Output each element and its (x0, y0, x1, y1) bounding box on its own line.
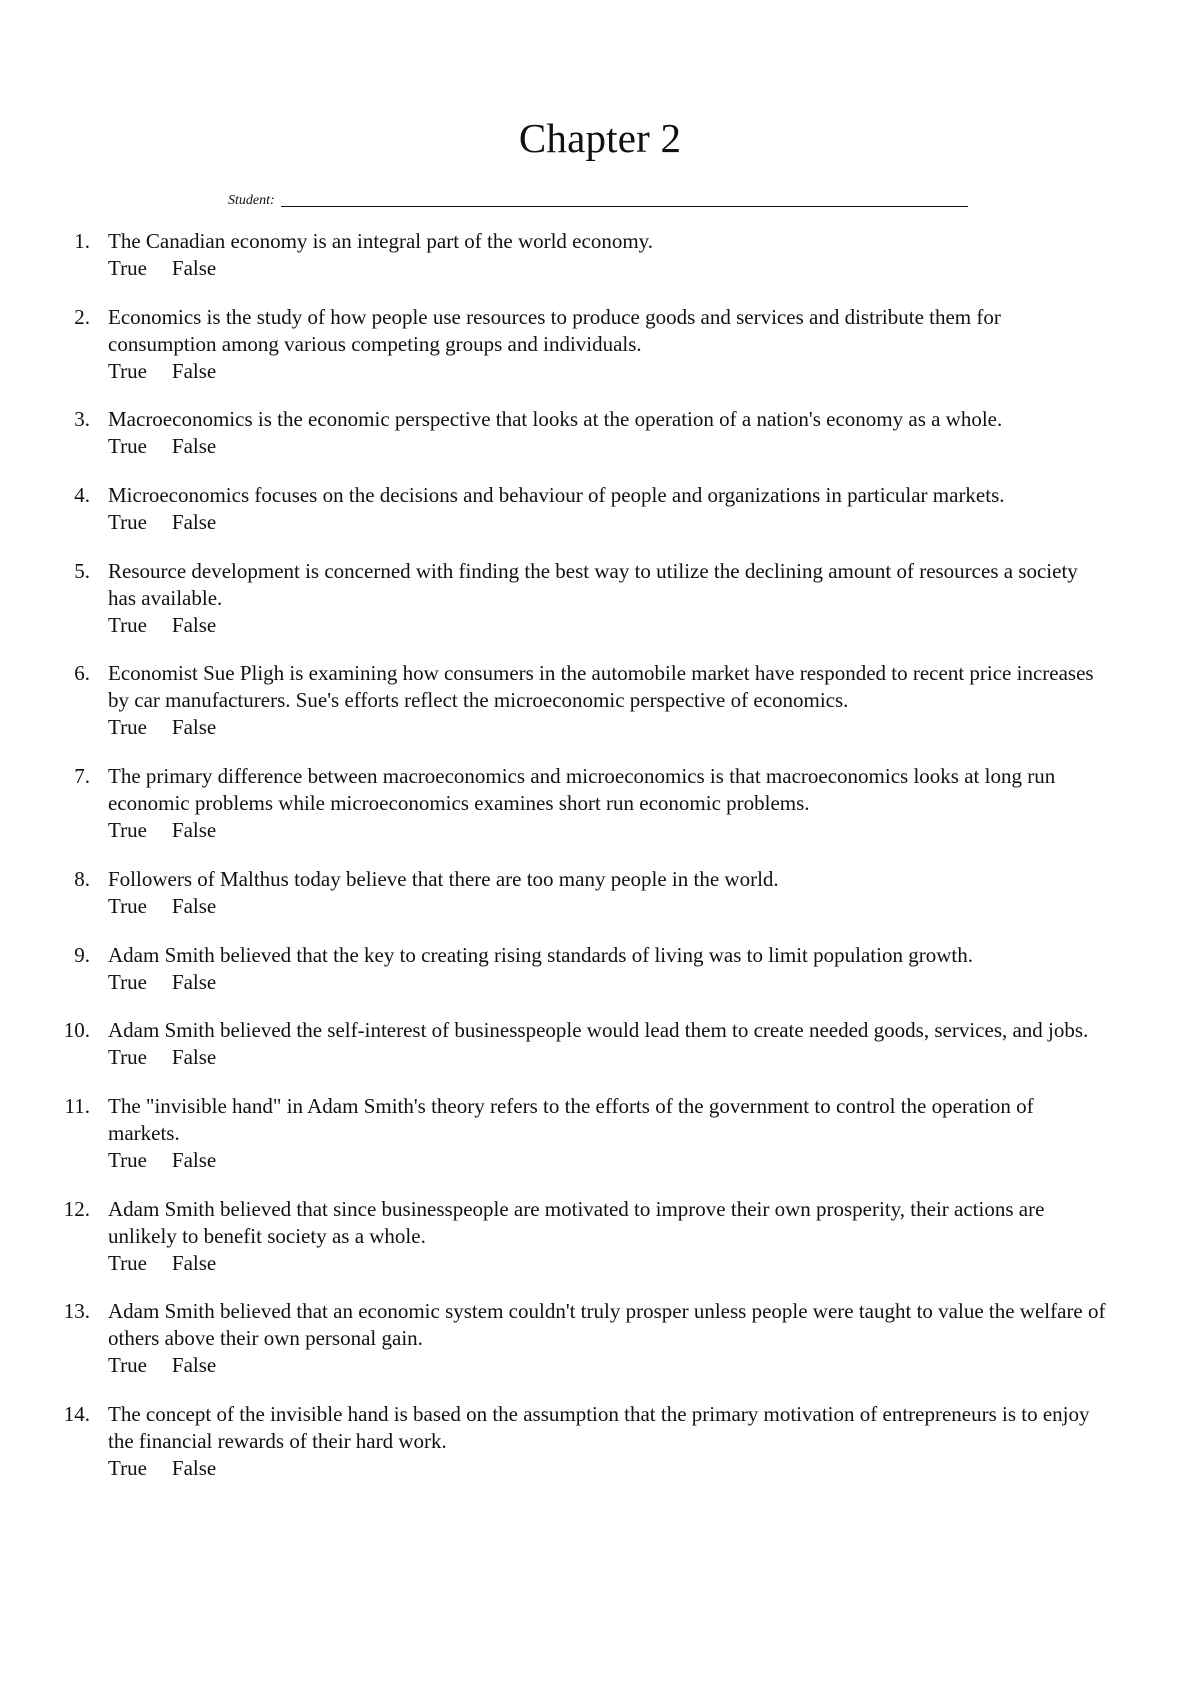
true-option[interactable]: True (108, 510, 147, 535)
question-item (56, 660, 1156, 741)
false-option[interactable]: False (171, 969, 217, 994)
true-false-options (108, 1250, 1156, 1277)
question-text: The Canadian economy is an integral part of the world economy. (108, 229, 654, 253)
question-number: 12 . (56, 1196, 90, 1223)
false-option[interactable]: False (171, 893, 217, 918)
question-number: 3 . (56, 406, 90, 433)
question-item (56, 406, 1156, 460)
question-text: Macroeconomics is the economic perspective that looks at the operation of a nation's economy as a whole. (108, 407, 1003, 432)
question-text: Adam Smith believed that an economic system couldn't truly prosper unless people were taught to value the welfare of others above their own personal gain. (108, 1299, 1106, 1351)
question-number: 1 . (56, 228, 90, 255)
true-option[interactable]: True (108, 893, 147, 918)
question-number: 4 . (56, 482, 90, 509)
false-option[interactable]: False (171, 358, 217, 383)
true-false-options (108, 1455, 1156, 1482)
page-title: Chapter 2 (518, 115, 682, 161)
false-option[interactable]: False (171, 1045, 217, 1070)
false-option[interactable]: False (171, 818, 217, 843)
question-number: 8 . (56, 866, 90, 893)
question-item (56, 558, 1156, 639)
true-false-options (108, 1352, 1156, 1379)
question-item (56, 1298, 1156, 1379)
question-text: The "invisible hand" in Adam Smith's theory refers to the efforts of the government to control the operation of markets. (108, 1093, 1034, 1145)
true-option[interactable]: True (108, 1045, 147, 1070)
question-text: The concept of the invisible hand is based on the assumption that the primary motivation of entrepreneurs is to enjoy the financial rewards of their hard work. (108, 1401, 1090, 1453)
question-text: Microeconomics focuses on the decisions and behaviour of people and organizations in particular markets. (108, 483, 1005, 508)
true-option[interactable]: True (108, 1353, 147, 1378)
question-number: 11 . (56, 1093, 90, 1120)
true-option[interactable]: True (108, 969, 147, 994)
true-false-options (108, 1147, 1156, 1174)
false-option[interactable]: False (171, 1147, 217, 1172)
question-number: 10 . (56, 1017, 90, 1044)
true-option[interactable]: True (108, 256, 147, 280)
true-false-options (108, 969, 1156, 996)
question-item (56, 866, 1156, 920)
question-text: Resource development is concerned with finding the best way to utilize the declining amount of resources a society has available. (108, 558, 1078, 610)
true-option[interactable]: True (108, 1147, 147, 1172)
student-name-row (228, 186, 968, 210)
true-option[interactable]: True (108, 1250, 147, 1275)
question-number: 5 . (56, 558, 90, 585)
false-option[interactable]: False (171, 1353, 217, 1378)
question-number: 14 . (56, 1401, 90, 1428)
question-text: Economist Sue Pligh is examining how consumers in the automobile market have responded to recent price increases by car manufacturers. Sue's efforts reflect the microeconomic perspective of economics. (108, 661, 1094, 713)
true-option[interactable]: True (108, 1455, 147, 1480)
question-item (56, 1401, 1156, 1482)
question-text: Economics is the study of how people use resources to produce goods and services and distribute them for consumption among various competing groups and individuals. (108, 304, 1001, 356)
false-option[interactable]: False (171, 1455, 217, 1480)
true-option[interactable]: True (108, 434, 147, 459)
true-false-options (108, 509, 1156, 536)
question-text: Adam Smith believed the self-interest of businesspeople would lead them to create needed goods, services, and jobs. (108, 1018, 1089, 1043)
question-text: Adam Smith believed that the key to creating rising standards of living was to limit population growth. (108, 942, 973, 967)
question-item (56, 942, 1156, 996)
false-option[interactable]: False (171, 510, 217, 535)
question-text: Adam Smith believed that since businesspeople are motivated to improve their own prosperity, their actions are unlikely to benefit society as a whole. (108, 1196, 1045, 1248)
true-false-options (108, 255, 1156, 282)
question-item (56, 482, 1156, 536)
question-item (56, 228, 1156, 282)
true-false-options (108, 817, 1156, 844)
true-false-options (108, 612, 1156, 639)
question-number: 9 . (56, 942, 90, 969)
question-item (56, 1017, 1156, 1071)
true-false-options (108, 1044, 1156, 1071)
question-text: The primary difference between macroeconomics and microeconomics is that macroeconomics looks at long run economic problems while microeconomics examines short run economic problems. (108, 764, 1056, 816)
true-false-options (108, 714, 1156, 741)
question-number: 6 . (56, 660, 90, 687)
question-number: 2 . (56, 304, 90, 331)
question-item (56, 763, 1156, 844)
false-option[interactable]: False (171, 256, 217, 280)
true-option[interactable]: True (108, 612, 147, 637)
false-option[interactable]: False (171, 434, 217, 459)
true-false-options (108, 893, 1156, 920)
question-item (56, 1196, 1156, 1277)
question-list (56, 228, 1156, 1504)
student-label: Student: (228, 193, 275, 208)
question-number: 13 . (56, 1298, 90, 1325)
true-option[interactable]: True (108, 818, 147, 843)
false-option[interactable]: False (171, 1250, 217, 1275)
question-item (56, 304, 1156, 385)
false-option[interactable]: False (171, 612, 217, 637)
true-false-options (108, 433, 1156, 460)
false-option[interactable]: False (171, 715, 217, 740)
true-option[interactable]: True (108, 715, 147, 740)
question-number: 7 . (56, 763, 90, 790)
true-option[interactable]: True (108, 358, 147, 383)
true-false-options (108, 358, 1156, 385)
question-item (56, 1093, 1156, 1174)
student-name-blank (281, 194, 968, 207)
question-text: Followers of Malthus today believe that there are too many people in the world. (108, 866, 779, 891)
